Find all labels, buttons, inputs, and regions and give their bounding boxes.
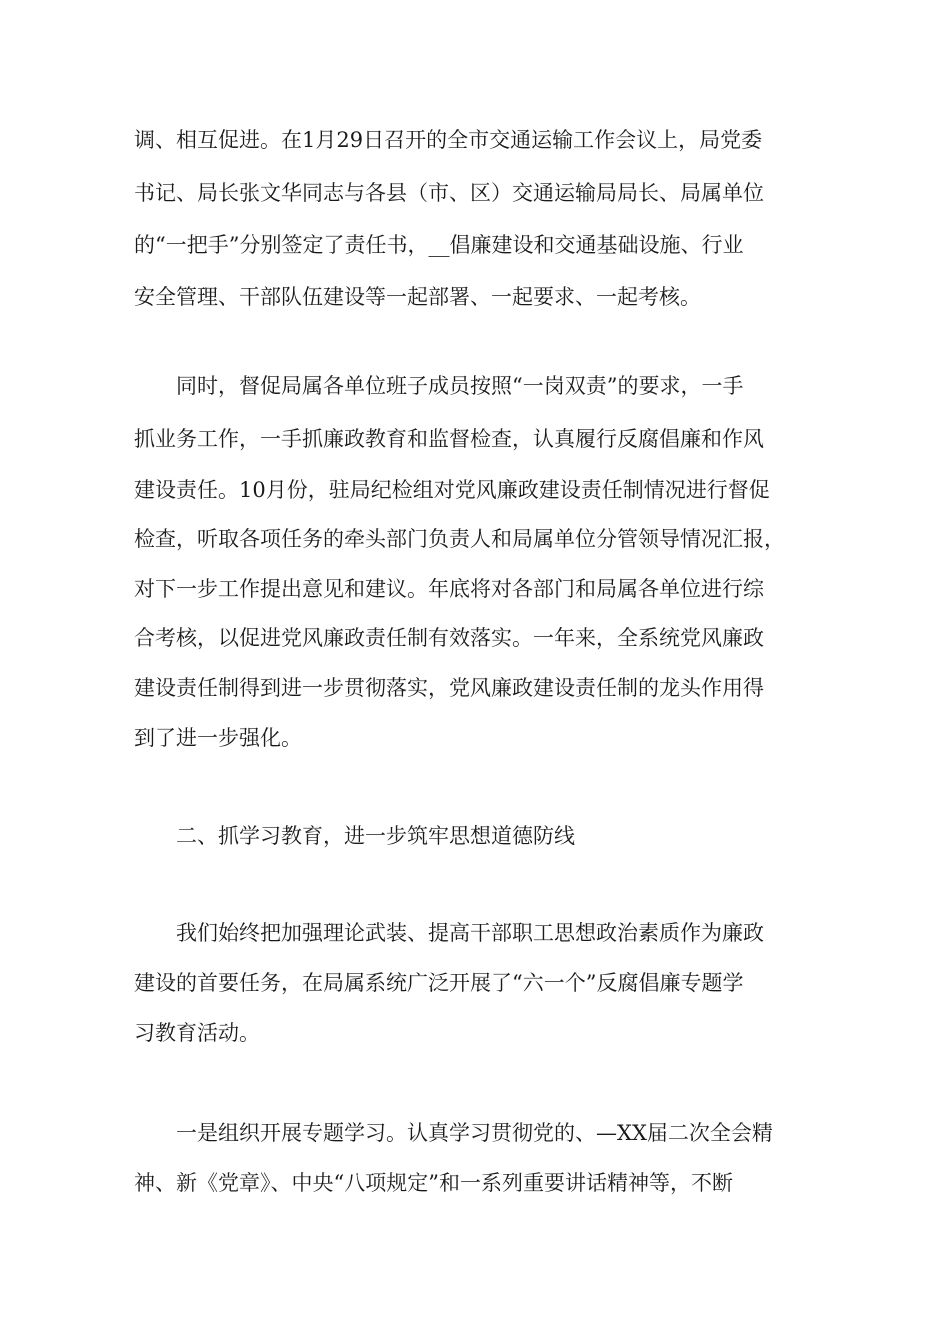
paragraph-2-line-3: 建设责任。10月份，驻局纪检组对党风廉政建设责任制情况进行督促: [134, 478, 770, 502]
paragraph-2-line-8: 到了进一步强化。: [134, 726, 302, 750]
paragraph-2-line-5: 对下一步工作提出意见和建议。年底将对各部门和局属各单位进行综: [134, 577, 764, 601]
paragraph-2-line-2: 抓业务工作，一手抓廉政教育和监督检查，认真履行反腐倡廉和作风: [134, 427, 764, 451]
paragraph-3-line-1: 我们始终把加强理论武装、提高干部职工思想政治素质作为廉政: [134, 921, 764, 945]
paragraph-1-line-1: 调、相互促进。在1月29日召开的全市交通运输工作会议上，局党委: [134, 128, 763, 152]
paragraph-3-line-2: 建设的首要任务，在局属系统广泛开展了“六一个”反腐倡廉专题学: [134, 971, 744, 995]
paragraph-3-line-3: 习教育活动。: [134, 1021, 260, 1045]
paragraph-2-line-4: 检查，听取各项任务的牵头部门负责人和局属单位分管领导情况汇报，: [134, 527, 785, 551]
paragraph-1-line-2: 书记、局长张文华同志与各县（市、区）交通运输局局长、局属单位: [134, 181, 764, 205]
paragraph-1-line-4: 安全管理、干部队伍建设等一起部署、一起要求、一起考核。: [134, 285, 701, 309]
paragraph-2-line-1: 同时，督促局属各单位班子成员按照“一岗双责”的要求，一手: [134, 374, 744, 398]
paragraph-2-line-7: 建设责任制得到进一步贯彻落实，党风廉政建设责任制的龙头作用得: [134, 676, 764, 700]
section-heading: 二、抓学习教育，进一步筑牢思想道德防线: [134, 824, 575, 848]
paragraph-4-line-2: 神、新《党章》、中央“八项规定”和一系列重要讲话精神等，不断: [134, 1171, 733, 1195]
paragraph-1-line-3: 的“一把手”分别签定了责任书，__倡廉建设和交通基础设施、行业: [134, 233, 744, 257]
paragraph-4-line-1: 一是组织开展专题学习。认真学习贯彻党的、—XX届二次全会精: [134, 1121, 773, 1145]
paragraph-2-line-6: 合考核，以促进党风廉政责任制有效落实。一年来，全系统党风廉政: [134, 626, 764, 650]
